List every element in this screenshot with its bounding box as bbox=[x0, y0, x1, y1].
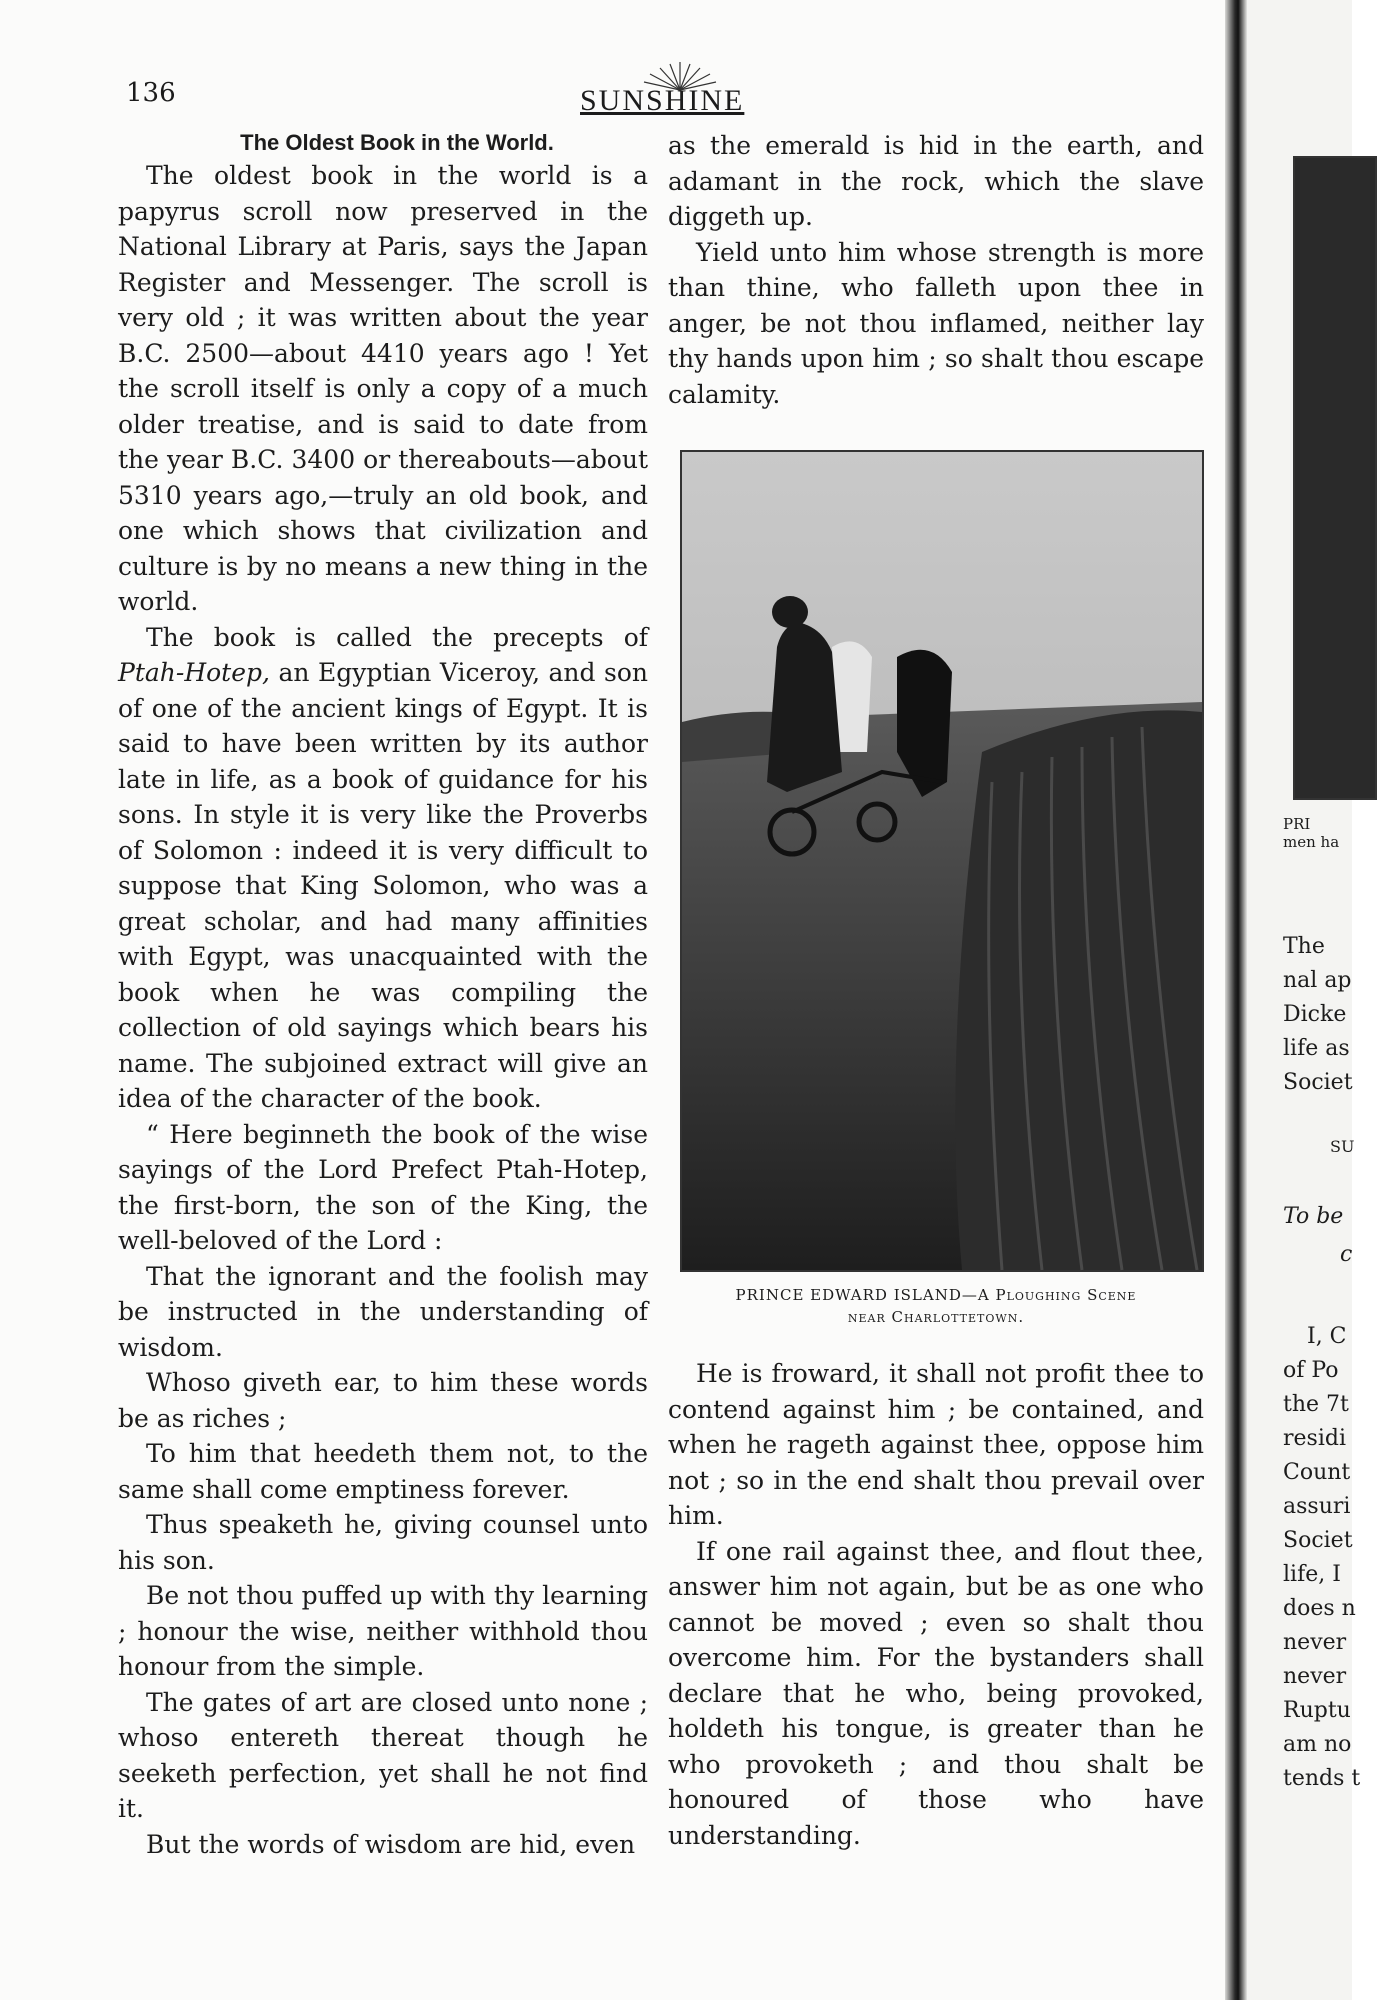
article-title: The Oldest Book in the World. bbox=[240, 130, 554, 155]
paragraph: Yield unto him whose strength is more than thine, who falleth upon thee in anger, be not thou inflamed, neither lay thy hands upon him ; so shalt thou escape calamity. bbox=[668, 237, 1204, 409]
facing-line: The bbox=[1283, 934, 1325, 959]
facing-line: Ruptu bbox=[1283, 1698, 1351, 1723]
italic-name: Ptah-Hotep, bbox=[118, 658, 270, 687]
masthead-title: SUNSHINE bbox=[580, 84, 745, 117]
facing-line: Societ bbox=[1283, 1070, 1353, 1095]
caption-line-1 bbox=[668, 1284, 1204, 1306]
facing-line: residi bbox=[1283, 1426, 1346, 1451]
facing-caption-line: PRI bbox=[1283, 815, 1311, 833]
paragraph: Be not thou puffed up with thy learning ; honour the wise, neither withhold thou honour from the simple. bbox=[118, 1581, 648, 1681]
paragraph: as the emerald is hid in the earth, and adamant in the rock, which the slave diggeth up. bbox=[668, 131, 1204, 231]
facing-line: am no bbox=[1283, 1732, 1352, 1757]
facing-tobe: To be bbox=[1283, 1204, 1344, 1229]
facing-caption bbox=[1283, 815, 1339, 851]
facing-text-block-2 bbox=[1283, 1320, 1360, 1796]
paragraph: To him that heedeth them not, to the same shall come emptiness forever. bbox=[118, 1439, 648, 1504]
facing-line: Dicke bbox=[1283, 1002, 1347, 1027]
facing-line: never bbox=[1283, 1664, 1347, 1689]
page-number: 136 bbox=[126, 78, 176, 108]
caption-line-2: near Charlottetown. bbox=[847, 1308, 1025, 1326]
paragraph-text: an Egyptian Viceroy, and son of one of the ancient kings of Egypt. It is said to have been written by its author late in life, as a book of guidance for his sons. In style it is very like the Proverbs of Solomon : indeed it is very difficult to suppose that King Solomon, who was a great scholar, and had many affinities with Egypt, was unacquainted with the book when he was compiling the collection of old sayings which bears his name. The subjoined extract will give an idea of the character of the book. bbox=[118, 658, 648, 1113]
facing-line: life, I bbox=[1283, 1562, 1341, 1587]
caption-scene: A Ploughing Scene bbox=[977, 1286, 1137, 1304]
paragraph: That the ignorant and the foolish may be instructed in the understanding of wisdom. bbox=[118, 1261, 648, 1362]
facing-line: never bbox=[1283, 1630, 1347, 1655]
left-column bbox=[118, 128, 648, 1862]
paragraph: If one rail against thee, and flout thee, answer him not again, but be as one who cannot be moved ; even so shalt thou overcome him. For the bystanders shall declare that he who, being provoked, holdeth his tongue, is greater than he who provoketh ; and thou shalt be honoured of those who have understanding. bbox=[668, 1536, 1204, 1850]
ploughing-scene-illustration bbox=[682, 452, 1202, 1270]
facing-line: of Po bbox=[1283, 1358, 1339, 1383]
paragraph: But the words of wisdom are hid, even bbox=[146, 1829, 636, 1859]
paragraph bbox=[118, 620, 648, 1117]
facing-c: c bbox=[1340, 1242, 1353, 1267]
paragraph: The gates of art are closed unto none ; whoso entereth thereat though he seeketh perfection, yet shall he not find it. bbox=[118, 1687, 648, 1823]
paragraph: “ Here beginneth the book of the wise sayings of the Lord Prefect Ptah-Hotep, the first-born, the son of the King, the well-beloved of the Lord : bbox=[118, 1119, 648, 1255]
facing-su: SU bbox=[1330, 1137, 1355, 1156]
facing-line: does n bbox=[1283, 1596, 1356, 1621]
facing-page-photo bbox=[1293, 156, 1377, 800]
facing-line: assuri bbox=[1283, 1494, 1351, 1519]
paragraph: Whoso giveth ear, to him these words be as riches ; bbox=[118, 1368, 648, 1433]
right-column-top bbox=[668, 128, 1204, 412]
paragraph: He is froward, it shall not profit thee to contend against him ; be contained, and when he rageth against thee, oppose him not ; so in the end shalt thou prevail over him. bbox=[668, 1359, 1204, 1530]
right-column-bottom bbox=[668, 1356, 1204, 1853]
facing-line: Societ bbox=[1283, 1528, 1353, 1553]
caption-place: PRINCE EDWARD ISLAND— bbox=[735, 1286, 978, 1304]
photo-caption bbox=[668, 1284, 1204, 1328]
facing-caption-line: men ha bbox=[1283, 833, 1340, 851]
facing-line: Count bbox=[1283, 1460, 1351, 1485]
ploughing-photo bbox=[680, 450, 1204, 1272]
facing-line: the 7t bbox=[1283, 1392, 1349, 1417]
facing-line: life as bbox=[1283, 1036, 1350, 1061]
facing-line: I, C bbox=[1307, 1324, 1347, 1349]
paragraph-text: The book is called the precepts of bbox=[146, 622, 648, 652]
facing-line: tends t bbox=[1283, 1766, 1361, 1791]
page-fold bbox=[1225, 0, 1247, 2000]
facing-text-block-1 bbox=[1283, 930, 1353, 1100]
paragraph: Thus speaketh he, giving counsel unto his son. bbox=[118, 1510, 648, 1575]
paragraph: The oldest book in the world is a papyrus scroll now preserved in the National Library at Paris, says the Japan Register and Messenger. The scroll is very old ; it was written about the year B.C. 2500—about 4410 years ago ! Yet the scroll itself is only a copy of a much older treatise, and is said to date from the year B.C. 3400 or thereabouts—about 5310 years ago,—truly an old book, and one which shows that civilization and culture is by no means a new thing in the world. bbox=[118, 161, 648, 616]
facing-line: nal ap bbox=[1283, 968, 1352, 993]
